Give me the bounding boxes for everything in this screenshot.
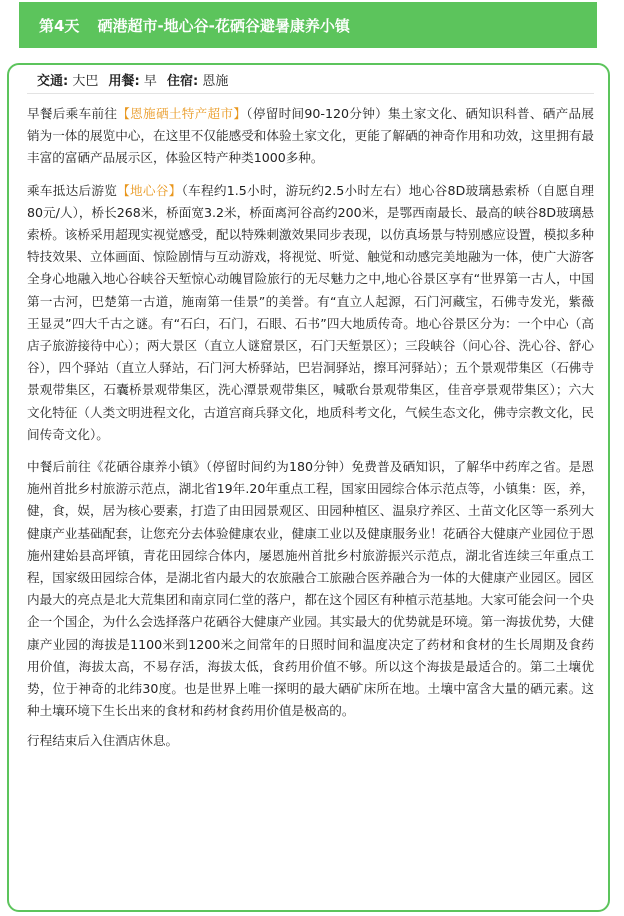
hotel-value: 恩施	[202, 74, 229, 89]
p1-highlight: 【恩施硒土特产超市】	[117, 106, 247, 121]
day-header	[19, 2, 597, 48]
transport-label: 交通:	[37, 74, 69, 89]
paragraph-huaxigu: 中餐后前往《花硒谷康养小镇》（停留时间约为180分钟）免费普及硒知识，了解华中药库之省。是恩施州首批乡村旅游示范点，湖北省19年.20年重点工程，国家田园综合体示范点等，小镇集：医，养，健，食，娱，居为核心要素，打造了由田园景观区、田园种植区、温泉疗养区、土苗文化区等一系列大健康产业基础配套，让您充分去体验健康农业，健康工业以及健康服务业！花硒谷大健康产业园位于恩施州建始县高坪镇，青花田园综合体内，屡恩施州首批乡村旅游振兴示范点，湖北省连续三年重点工程，国家级田园综合体，是湖北省内最大的农旅融合工旅融合医养融合为一体的大健康产业园区。园区内最大的亮点是北大荒集团和南京同仁堂的落户，都在这个园区有种植示范基地。大家可能会问一个央企一个国企，为什么会选择落户花硒谷大健康产业园。其实最大的优势就是环境。第一海拔优势，大健康产业园的海拔是1100米到1200米之间常年的日照时间和温度决定了药材和食材的生长周期及食药用价值，海拔太高，不易存活，海拔太低，食药用价值不够。所以这个海拔是最适合的。第二土壤优势，位于神奇的北纬30度。也是世界上唯一探明的最大硒矿床所在地。土壤中富含大量的硒元素。这种土壤环境下生长出来的食材和药材食药用价值是极高的。	[27, 459, 594, 719]
day-label: 第4天	[39, 16, 80, 35]
hotel-label: 住宿:	[167, 74, 199, 89]
info-bar	[27, 71, 594, 94]
route-title: 硒港超市-地心谷-花硒谷避暑康养小镇	[97, 16, 350, 35]
p2-text-post: （车程约1.5小时，游玩约2.5小时左右）地心谷8D玻璃悬索桥（自愿自理80元/人），桥长268米，桥面宽3.2米，桥面离河谷高约200米，是鄂西南最长、最高的峡谷8D玻璃悬索桥。该桥采用超现实视觉感受，配以特殊刺激效果同步表现，以仿真场景与特别感应设置，模拟多种特技效果、立体画面、惊险剧情与互动游戏，将视觉、听觉、触觉和动感完美地融为一体，使广大游客全身心地融入地心谷峡谷天堑惊心动魄冒险旅行的无尽魅力之中,地心谷景区享有“世界第一古人，中国第一古河，巴楚第一古道，施南第一佳景”的美誉。有“直立人起源，石门河藏宝，石佛寺发光，紫薇王显灵”四大千古之谜。有“石臼，石门，石眼、石书”四大地质传奇。地心谷景区分为：一个中心（高店子旅游接待中心）；两大景区（直立人谜窟景区，石门天堑景区）；三段峡谷（问心谷、洗心谷、舒心谷），四个驿站（直立人驿站，石门河大桥驿站，巴岩洞驿站，擦耳河驿站）；五个景观带集区（石佛寺景观带集区，石囊桥景观带集区，洗心潭景观带集区，喊歌台景观带集区，佳音亭景观带集区）；六大文化特征（人类文明进程文化，古道宫商兵驿文化，地质科考文化，气候生态文化，佛寺宗教文化，民间传奇文化）。	[27, 182, 595, 442]
p1-text-pre: 早餐后乘车前往	[27, 106, 118, 121]
p1-text-post: （停留时间90-120分钟）集土家文化、硒知识科普、硒产品展销为一体的展览中心，在这里不仅能感受和体验土家文化，更能了解硒的神奇作用和功效，这里拥有最丰富的富硒产品展示区，体验区特产种类1000多种。	[27, 106, 595, 166]
paragraph-specialty-market	[27, 103, 594, 170]
meal-label: 用餐:	[108, 74, 140, 89]
meal-value: 早	[143, 74, 157, 89]
paragraph-dixingu	[27, 180, 594, 446]
paragraph-hotel: 行程结束后入住酒店休息。	[27, 733, 179, 749]
p2-highlight: 【地心谷】	[117, 182, 182, 198]
p2-text-pre: 乘车抵达后游览	[27, 182, 118, 198]
transport-value: 大巴	[72, 74, 99, 89]
itinerary-card	[7, 63, 610, 912]
